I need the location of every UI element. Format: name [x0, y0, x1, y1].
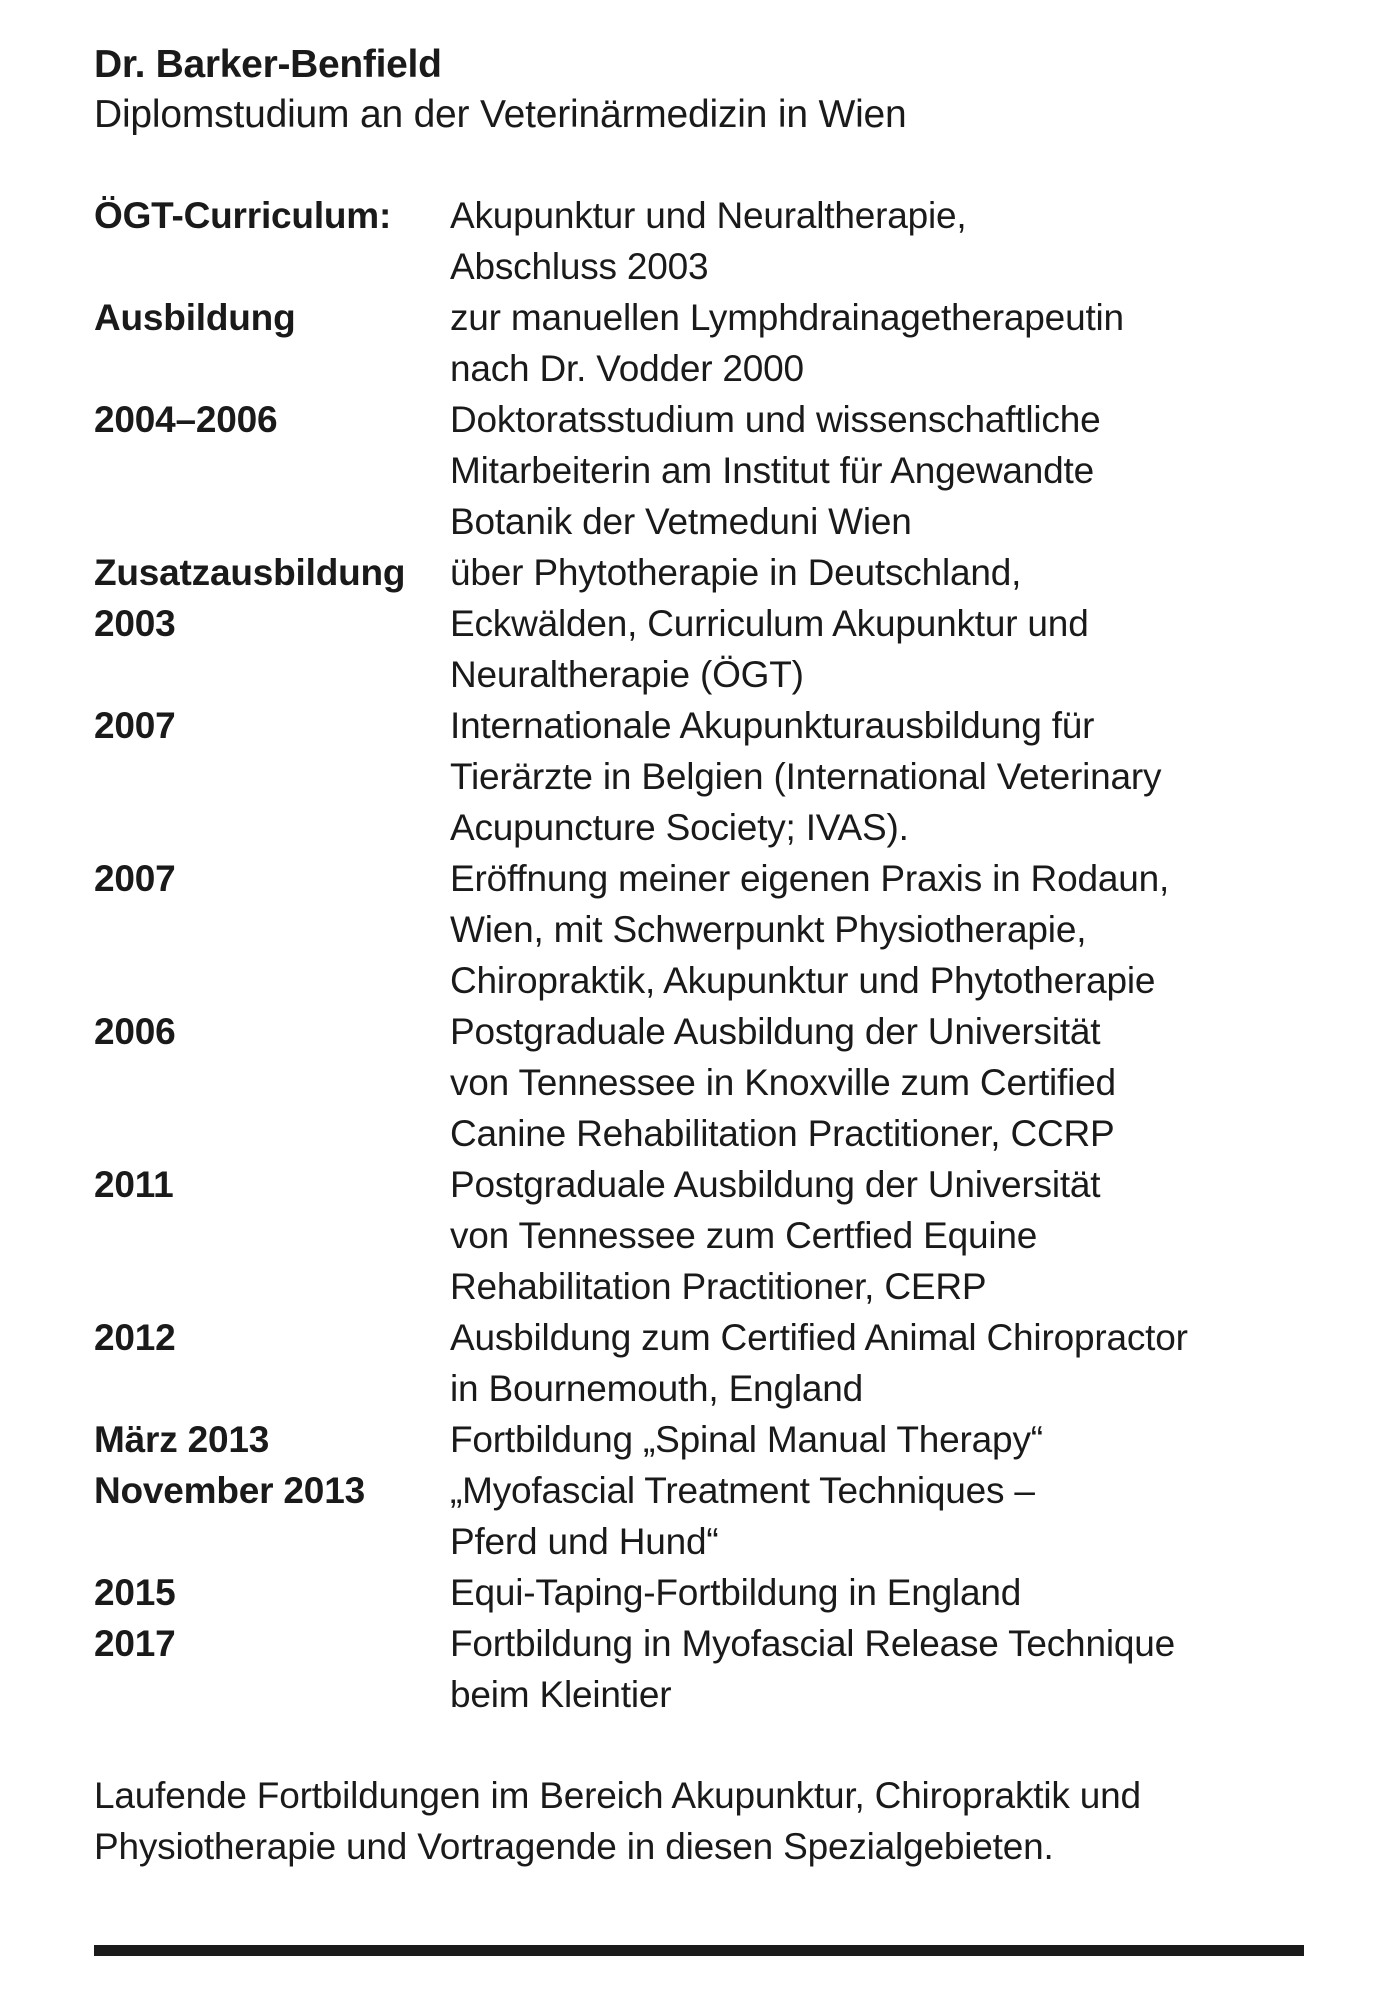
- cv-entry-description: [450, 1465, 1304, 1567]
- cv-entry-description-line: Akupunktur und Neuraltherapie,: [450, 195, 967, 236]
- cv-entry-description-line: Tierärzte in Belgien (International Veterinary: [450, 756, 1162, 797]
- cv-entry-description: [450, 1567, 1304, 1618]
- cv-entry-label-line: März 2013: [94, 1419, 270, 1460]
- cv-entry-description: [450, 190, 1304, 292]
- cv-entry-description-line: Abschluss 2003: [450, 246, 709, 287]
- cv-entry-description: [450, 1312, 1304, 1414]
- cv-entry-label-line: 2007: [94, 705, 176, 746]
- cv-entry-description-line: Fortbildung in Myofascial Release Technique: [450, 1623, 1175, 1664]
- cv-entry-description-line: Canine Rehabilitation Practitioner, CCRP: [450, 1113, 1115, 1154]
- cv-entry-description: [450, 1618, 1304, 1720]
- cv-entry-description-line: Acupuncture Society; IVAS).: [450, 807, 909, 848]
- cv-entry-label-line: 2011: [94, 1164, 174, 1205]
- cv-entry-description-line: Neuraltherapie (ÖGT): [450, 654, 804, 695]
- cv-entry-description-line: Eröffnung meiner eigenen Praxis in Rodaun,: [450, 858, 1170, 899]
- cv-entry-row: [94, 853, 1304, 1006]
- cv-entry-label-line: ÖGT-Curriculum:: [94, 195, 392, 236]
- cv-entry-description-line: zur manuellen Lymphdrainagetherapeutin: [450, 297, 1124, 338]
- cv-entry-label: [94, 1465, 450, 1567]
- cv-entry-row: [94, 292, 1304, 394]
- cv-entry-description-line: „Myofascial Treatment Techniques –: [450, 1470, 1035, 1511]
- cv-entry-row: [94, 1312, 1304, 1414]
- cv-entry-description-line: Eckwälden, Curriculum Akupunktur und: [450, 603, 1089, 644]
- cv-entry-row: [94, 1006, 1304, 1159]
- cv-table: [94, 190, 1304, 1720]
- cv-entry-label-line: Zusatzausbildung: [94, 552, 406, 593]
- cv-entry-description-line: von Tennessee in Knoxville zum Certified: [450, 1062, 1116, 1103]
- footer-paragraph: [94, 1770, 1304, 1872]
- cv-entry-description-line: Botanik der Vetmeduni Wien: [450, 501, 912, 542]
- cv-entry-label: [94, 1006, 450, 1159]
- cv-entry-description-line: Rehabilitation Practitioner, CERP: [450, 1266, 987, 1307]
- cv-entry-description-line: Chiropraktik, Akupunktur und Phytotherapie: [450, 960, 1156, 1001]
- cv-entry-label-line: 2017: [94, 1623, 176, 1664]
- cv-entry-description-line: Doktoratsstudium und wissenschaftliche: [450, 399, 1101, 440]
- cv-entry-label-line: 2007: [94, 858, 176, 899]
- cv-entry-description-line: Postgraduale Ausbildung der Universität: [450, 1164, 1101, 1205]
- cv-entry-description: [450, 1006, 1304, 1159]
- cv-entry-description-line: nach Dr. Vodder 2000: [450, 348, 804, 389]
- degree-subtitle: Diplomstudium an der Veterinärmedizin in Wien: [94, 93, 907, 136]
- cv-entry-description-line: Fortbildung „Spinal Manual Therapy“: [450, 1419, 1043, 1460]
- footer-line: Laufende Fortbildungen im Bereich Akupunktur, Chiropraktik und: [94, 1775, 1141, 1816]
- cv-entry-description: [450, 292, 1304, 394]
- cv-entry-description: [450, 1159, 1304, 1312]
- cv-entry-row: [94, 700, 1304, 853]
- cv-entry-description-line: Ausbildung zum Certified Animal Chiropractor: [450, 1317, 1188, 1358]
- cv-entry-label: [94, 853, 450, 1006]
- cv-entry-label: [94, 1567, 450, 1618]
- cv-entry-description-line: Mitarbeiterin am Institut für Angewandte: [450, 450, 1094, 491]
- cv-entry-description-line: in Bournemouth, England: [450, 1368, 863, 1409]
- person-name: Dr. Barker-Benfield: [94, 43, 442, 86]
- cv-entry-label-line: November 2013: [94, 1470, 365, 1511]
- cv-entry-label-line: Ausbildung: [94, 297, 296, 338]
- cv-entry-row: [94, 1567, 1304, 1618]
- cv-entry-description-line: Equi-Taping-Fortbildung in England: [450, 1572, 1022, 1613]
- cv-entries: [94, 190, 1304, 1720]
- cv-entry-row: [94, 394, 1304, 547]
- cv-entry-label: [94, 394, 450, 547]
- cv-entry-description-line: über Phytotherapie in Deutschland,: [450, 552, 1022, 593]
- cv-entry-description: [450, 853, 1304, 1006]
- cv-entry-description: [450, 1414, 1304, 1465]
- cv-entry-row: [94, 547, 1304, 700]
- cv-entry-label-line: 2015: [94, 1572, 176, 1613]
- cv-entry-row: [94, 1159, 1304, 1312]
- cv-entry-description: [450, 394, 1304, 547]
- cv-entry-description-line: Postgraduale Ausbildung der Universität: [450, 1011, 1101, 1052]
- cv-entry-description-line: beim Kleintier: [450, 1674, 672, 1715]
- cv-entry-label: [94, 190, 450, 292]
- cv-entry-row: [94, 190, 1304, 292]
- cv-entry-label-line: 2003: [94, 603, 176, 644]
- cv-entry-description-line: Pferd und Hund“: [450, 1521, 719, 1562]
- cv-entry-row: [94, 1414, 1304, 1465]
- cv-entry-label-line: 2004–2006: [94, 399, 278, 440]
- cv-entry-label: [94, 1312, 450, 1414]
- cv-entry-label: [94, 1618, 450, 1720]
- cv-entry-label: [94, 292, 450, 394]
- cv-entry-label: [94, 1159, 450, 1312]
- cv-entry-label: [94, 700, 450, 853]
- cv-entry-label: [94, 1414, 450, 1465]
- cv-entry-description-line: Wien, mit Schwerpunkt Physiotherapie,: [450, 909, 1087, 950]
- cv-entry-description-line: von Tennessee zum Certfied Equine: [450, 1215, 1038, 1256]
- cv-entry-label-line: 2006: [94, 1011, 176, 1052]
- cv-entry-label-line: 2012: [94, 1317, 176, 1358]
- cv-entry-row: [94, 1618, 1304, 1720]
- footer-line: Physiotherapie und Vortragende in diesen Spezialgebieten.: [94, 1826, 1054, 1867]
- bottom-rule: [94, 1945, 1304, 1956]
- cv-entry-description: [450, 547, 1304, 700]
- cv-entry-label: [94, 547, 450, 700]
- cv-entry-description-line: Internationale Akupunkturausbildung für: [450, 705, 1095, 746]
- cv-entry-row: [94, 1465, 1304, 1567]
- cv-entry-description: [450, 700, 1304, 853]
- cv-page: [94, 40, 1304, 1872]
